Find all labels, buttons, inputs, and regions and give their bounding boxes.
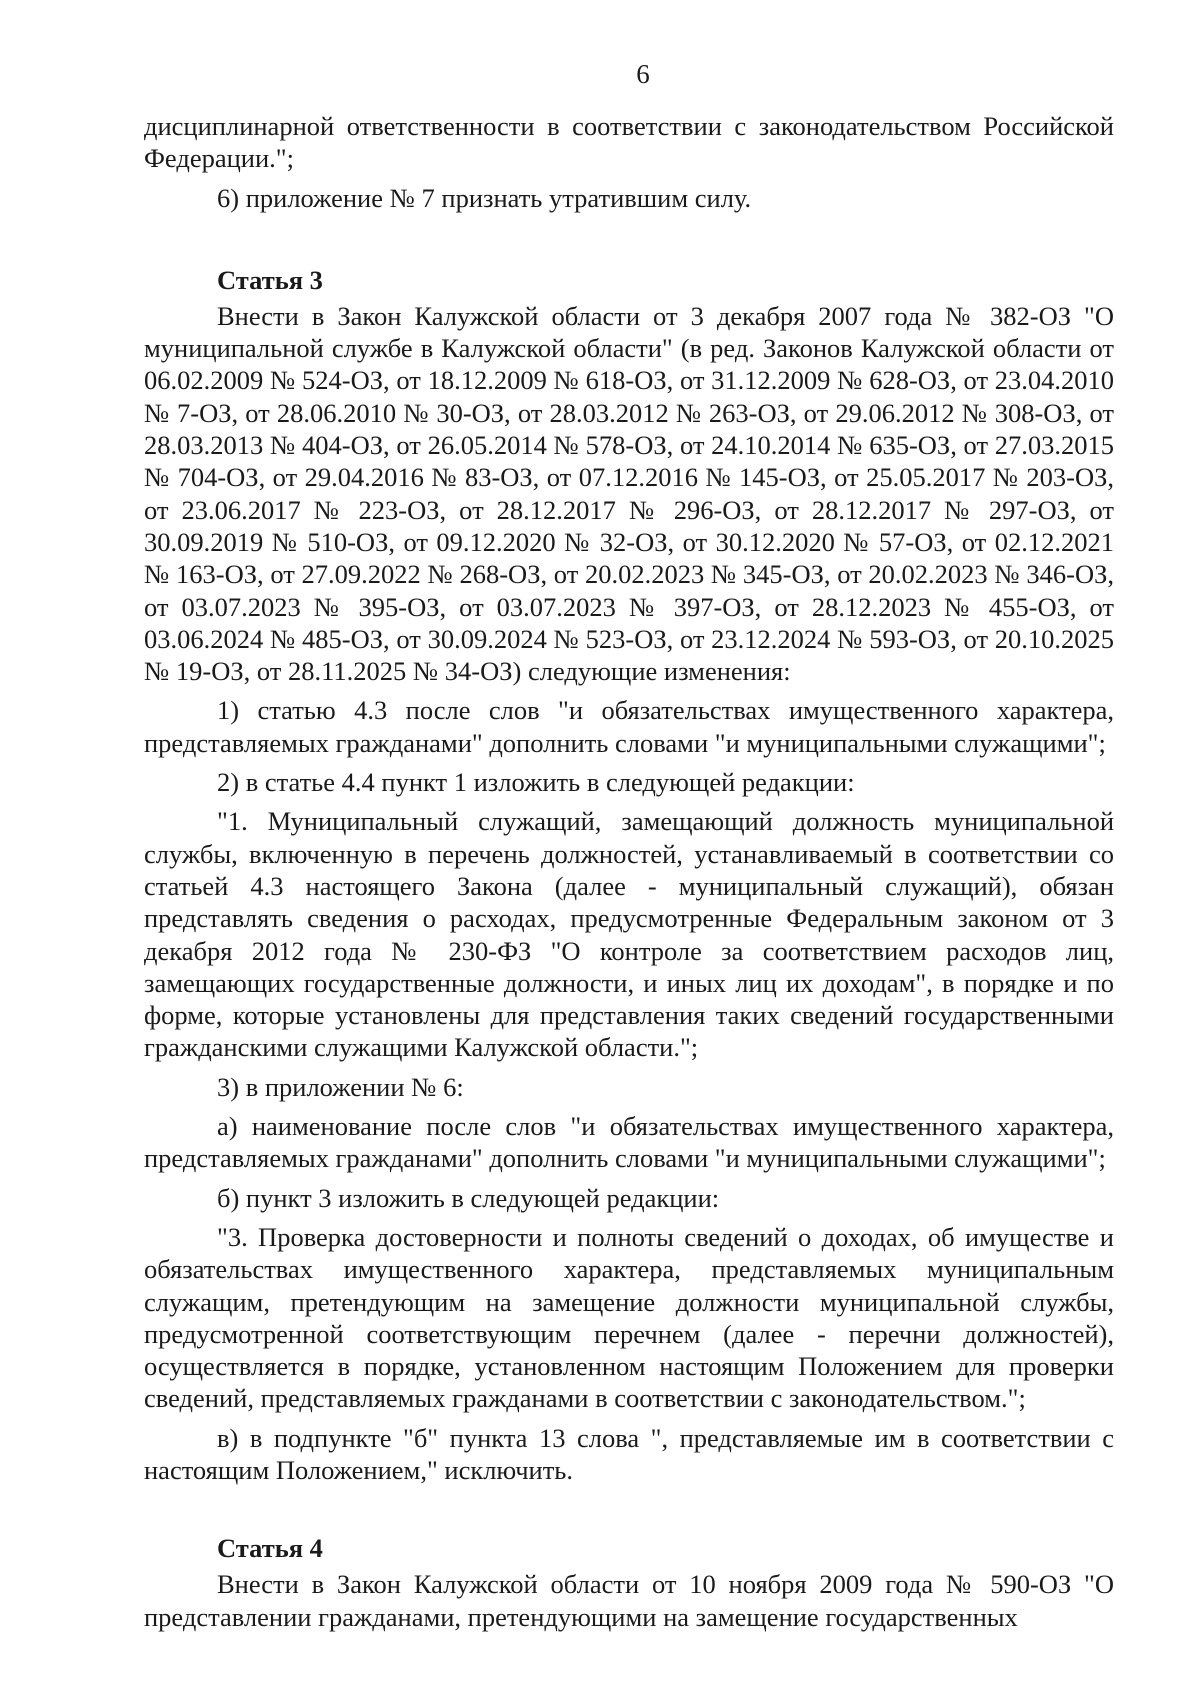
- article-3-item-3b: б) пункт 3 изложить в следующей редакции:: [217, 1182, 720, 1213]
- article-3-item-2-text: "1. Муниципальный служащий, замещающий должность муниципальной службы, включенную в перечень должностей, устанавливаемый в соответствии со статьей 4.3 настоящего Закона (далее - муниципальный служащий), обязан представлять сведения о расходах, предусмотренные Федеральным законом от 3 декабря 2012 года № 230-ФЗ "О контроле за соответствием расходов лиц, замещающих государственные должности, и иных лиц их доходам", в порядке и по форме, которые установлены для представления таких сведений государственными гражданскими служащими Калужской области.";: [144, 806, 1114, 1063]
- article-3-item-3a: а) наименование после слов "и обязательствах имущественного характера, представляемых гражданами" дополнить словами "и муниципальными служащими";: [144, 1111, 1114, 1174]
- article-3-item-1: 1) статью 4.3 после слов "и обязательствах имущественного характера, представляемых гражданами" дополнить словами "и муниципальными служащими";: [144, 695, 1114, 758]
- article-4-heading: Статья 4: [217, 1533, 323, 1564]
- document-page: [144, 58, 1114, 1633]
- paragraph-item-6: 6) приложение № 7 признать утратившим силу.: [217, 182, 752, 213]
- continuation-paragraph: дисциплинарной ответственности в соответствии с законодательством Российской Федерации.";: [144, 111, 1114, 174]
- article-3-intro: Внести в Закон Калужской области от 3 декабря 2007 года № 382-ОЗ "О муниципальной службе в Калужской области" (в ред. Законов Калужской области от 06.02.2009 № 524-ОЗ, от 18.12.2009 № 618-ОЗ, от 31.12.2009 № 628-ОЗ, от 23.04.2010 № 7-ОЗ, от 28.06.2010 № 30-ОЗ, от 28.03.2012 № 263-ОЗ, от 29.06.2012 № 308-ОЗ, от 28.03.2013 № 404-ОЗ, от 26.05.2014 № 578-ОЗ, от 24.10.2014 № 635-ОЗ, от 27.03.2015 № 704-ОЗ, от 29.04.2016 № 83-ОЗ, от 07.12.2016 № 145-ОЗ, от 25.05.2017 № 203-ОЗ, от 23.06.2017 № 223-ОЗ, от 28.12.2017 № 296-ОЗ, от 28.12.2017 № 297-ОЗ, от 30.09.2019 № 510-ОЗ, от 09.12.2020 № 32-ОЗ, от 30.12.2020 № 57-ОЗ, от 02.12.2021 № 163-ОЗ, от 27.09.2022 № 268-ОЗ, от 20.02.2023 № 345-ОЗ, от 20.02.2023 № 346-ОЗ, от 03.07.2023 № 395-ОЗ, от 03.07.2023 № 397-ОЗ, от 28.12.2023 № 455-ОЗ, от 03.06.2024 № 485-ОЗ, от 30.09.2024 № 523-ОЗ, от 23.12.2024 № 593-ОЗ, от 20.10.2025 № 19-ОЗ, от 28.11.2025 № 34-ОЗ) следующие изменения:: [144, 300, 1114, 687]
- article-3-item-2: 2) в статье 4.4 пункт 1 изложить в следующей редакции:: [217, 767, 855, 798]
- article-3-heading: Статья 3: [217, 264, 323, 295]
- article-3-item-3: 3) в приложении № 6:: [217, 1071, 464, 1102]
- article-4-intro: Внести в Закон Калужской области от 10 ноября 2009 года № 590-ОЗ "О представлении гражданами, претендующими на замещение государственных: [144, 1569, 1114, 1632]
- page-number: 6: [636, 59, 650, 89]
- article-3-item-3b-text: "3. Проверка достоверности и полноты сведений о доходах, об имуществе и обязательствах имущественного характера, представляемых муниципальным служащим, претендующим на замещение должности муниципальной службы, предусмотренной соответствующим перечнем (далее - перечни должностей), осуществляется в порядке, установленном настоящим Положением для проверки сведений, представляемых гражданами в соответствии с законодательством.";: [144, 1221, 1114, 1414]
- article-3-item-3c: в) в подпункте "б" пункта 13 слова ", представляемые им в соответствии с настоящим Положением," исключить.: [144, 1422, 1114, 1485]
